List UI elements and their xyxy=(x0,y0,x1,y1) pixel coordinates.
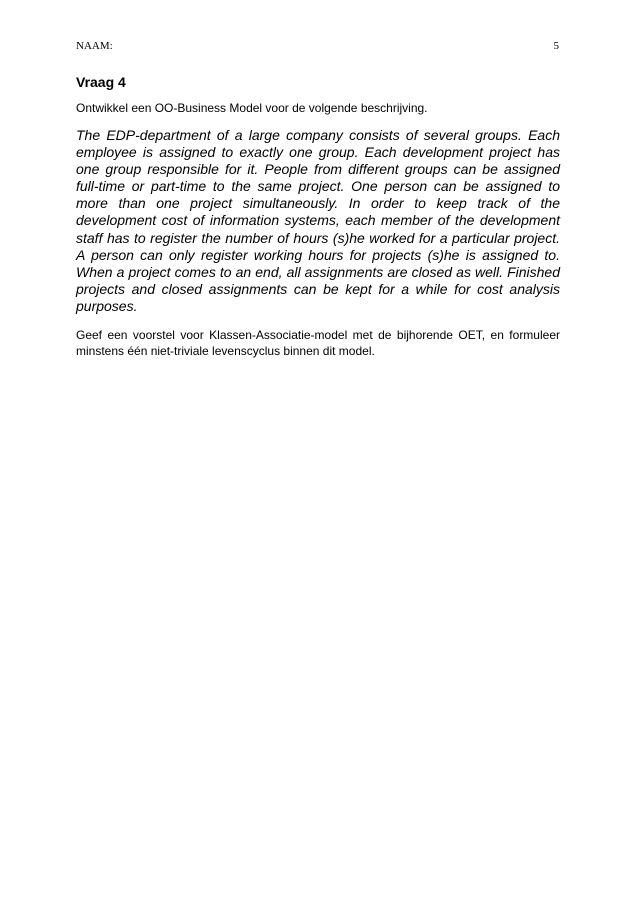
page-header xyxy=(76,40,559,54)
question-section xyxy=(76,74,560,359)
assignment-instructions: Geef een voorstel voor Klassen-Associatie-model met de bijhorende OET, en formuleer minstens één niet-triviale levenscyclus binnen dit model. xyxy=(76,328,560,359)
name-label: NAAM: xyxy=(76,40,113,52)
question-intro: Ontwikkel een OO-Business Model voor de volgende beschrijving. xyxy=(76,101,428,115)
page-number: 5 xyxy=(553,40,559,52)
case-description: The EDP-department of a large company consists of several groups. Each employee is assigned to exactly one group. Each development project has one group responsible for it. People from different groups can be assigned full-time or part-time to the same project. One person can be assigned to more than one project simultaneously. In order to keep track of the development cost of information systems, each member of the development staff has to register the number of hours (s)he worked for a particular project. A person can only register working hours for projects (s)he is assigned to. When a project comes to an end, all assignments are closed as well. Finished projects and closed assignments can be kept for a while for cost analysis purposes. xyxy=(76,127,560,314)
question-title: Vraag 4 xyxy=(76,74,126,90)
